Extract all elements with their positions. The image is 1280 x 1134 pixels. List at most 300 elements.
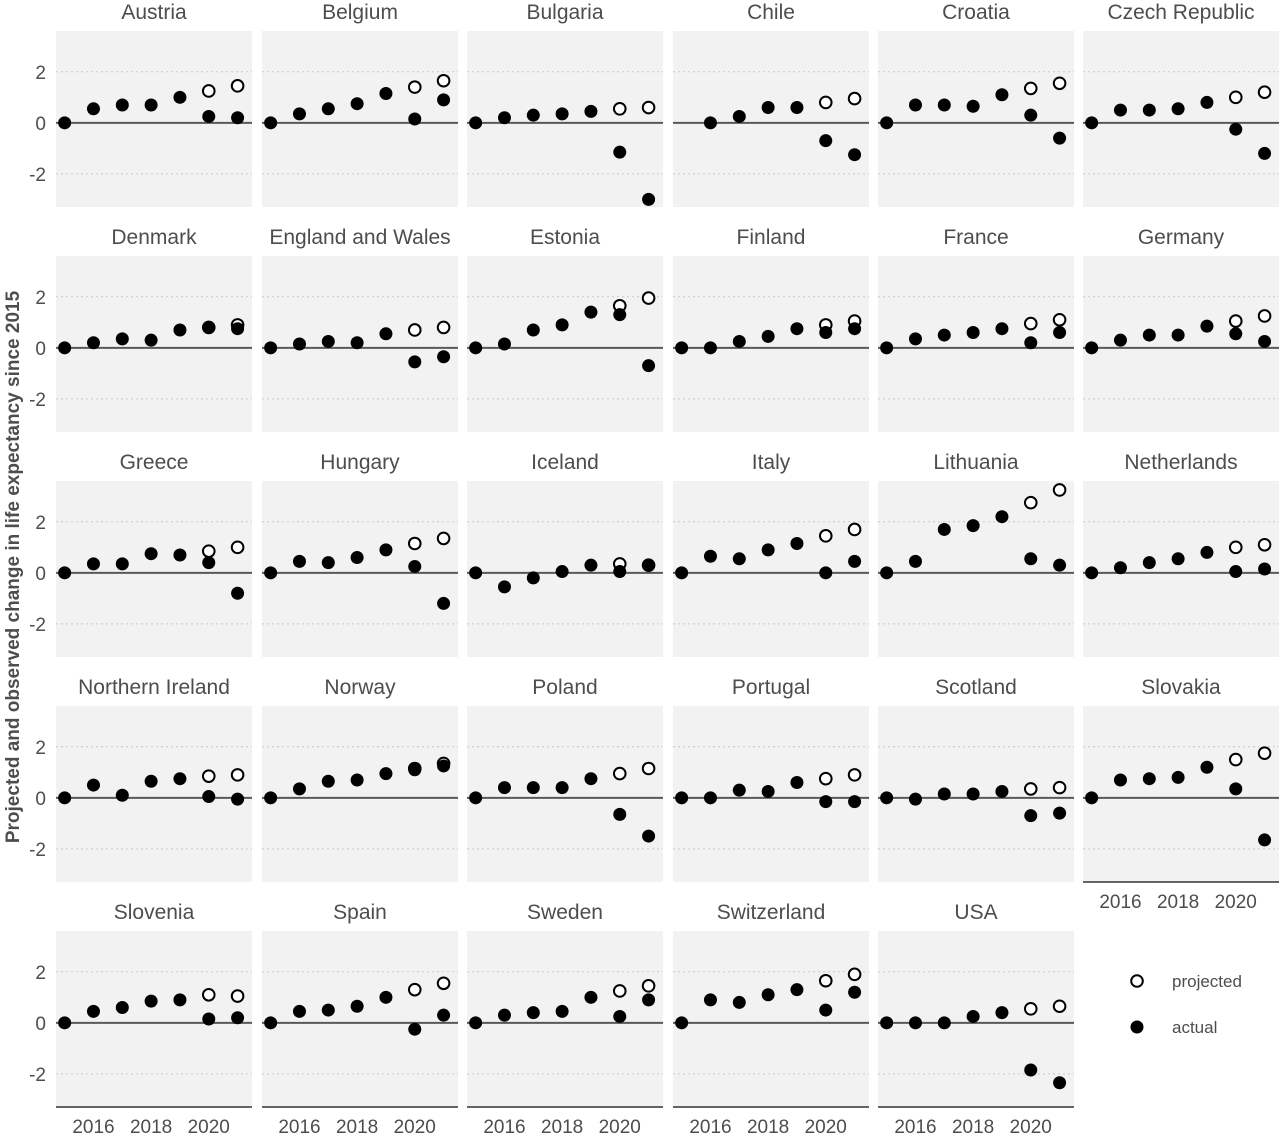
actual-point [642, 830, 655, 843]
panel-background [1083, 706, 1279, 882]
actual-point [556, 781, 569, 794]
legend [1131, 972, 1242, 1037]
actual-point [322, 556, 335, 569]
actual-point [733, 784, 746, 797]
actual-point [437, 350, 450, 363]
actual-point [498, 111, 511, 124]
actual-point [173, 993, 186, 1006]
actual-point [880, 341, 893, 354]
projected-point [1259, 86, 1271, 98]
actual-point [116, 789, 129, 802]
actual-point [1258, 147, 1271, 160]
actual-point [58, 1016, 71, 1029]
actual-point [379, 543, 392, 556]
actual-point [762, 543, 775, 556]
projected-point [1054, 1000, 1066, 1012]
actual-point [995, 510, 1008, 523]
actual-point [322, 335, 335, 348]
legend-actual-marker [1131, 1021, 1144, 1034]
actual-point [469, 1016, 482, 1029]
projected-point [643, 763, 655, 775]
panel-title-spain: Spain [333, 901, 387, 924]
actual-point [293, 338, 306, 351]
projected-point [203, 770, 215, 782]
panel-title-finland: Finland [736, 226, 806, 249]
actual-point [1200, 761, 1213, 774]
projected-point [614, 768, 626, 780]
panel-title-england-and-wales: England and Wales [269, 226, 451, 249]
actual-point [848, 555, 861, 568]
actual-point [556, 107, 569, 120]
actual-point [762, 101, 775, 114]
projected-point [1230, 315, 1242, 327]
actual-point [379, 991, 392, 1004]
y-tick-label: 0 [35, 1013, 46, 1035]
actual-point [58, 566, 71, 579]
actual-point [498, 580, 511, 593]
y-tick-label: -2 [29, 389, 46, 411]
panel-england-and-wales [262, 226, 458, 432]
panel-title-estonia: Estonia [529, 226, 601, 249]
projected-point [438, 533, 450, 545]
panel-background [56, 706, 252, 882]
panel-belgium [262, 1, 458, 207]
x-tick-label: 2018 [129, 1117, 173, 1134]
projected-point [1025, 783, 1037, 795]
actual-point [408, 763, 421, 776]
panel-title-lithuania: Lithuania [933, 451, 1019, 474]
actual-point [1200, 320, 1213, 333]
actual-point [704, 791, 717, 804]
actual-point [1053, 132, 1066, 145]
actual-point [584, 991, 597, 1004]
projected-point [1054, 77, 1066, 89]
y-tick-label: -2 [29, 839, 46, 861]
actual-point [322, 102, 335, 115]
actual-point [469, 566, 482, 579]
panel-background [467, 931, 663, 1107]
actual-point [704, 341, 717, 354]
actual-point [408, 1023, 421, 1036]
actual-point [527, 323, 540, 336]
actual-point [790, 322, 803, 335]
projected-point [1259, 310, 1271, 322]
x-tick-label: 2016 [894, 1117, 937, 1134]
actual-point [704, 550, 717, 563]
actual-point [351, 97, 364, 110]
y-tick-label: 0 [35, 113, 46, 135]
actual-point [995, 1006, 1008, 1019]
actual-point [173, 91, 186, 104]
panel-title-croatia: Croatia [942, 1, 1010, 24]
actual-point [967, 100, 980, 113]
actual-point [1085, 116, 1098, 129]
actual-point [1053, 807, 1066, 820]
panel-hungary [262, 451, 458, 657]
panel-chile [673, 1, 869, 207]
x-tick-label: 2018 [746, 1117, 790, 1134]
actual-point [202, 556, 215, 569]
actual-point [116, 332, 129, 345]
actual-point [1229, 327, 1242, 340]
panel-italy [673, 451, 869, 657]
actual-point [938, 1016, 951, 1029]
panel-sweden [467, 901, 663, 1134]
actual-point [437, 759, 450, 772]
panel-austria [29, 1, 252, 207]
actual-point [848, 795, 861, 808]
actual-point [880, 791, 893, 804]
actual-point [938, 788, 951, 801]
actual-point [613, 1010, 626, 1023]
actual-point [145, 98, 158, 111]
actual-point [87, 102, 100, 115]
actual-point [704, 116, 717, 129]
actual-point [995, 88, 1008, 101]
actual-point [379, 767, 392, 780]
projected-point [1230, 542, 1242, 554]
actual-point [733, 552, 746, 565]
actual-point [1143, 329, 1156, 342]
projected-point [232, 80, 244, 92]
actual-point [322, 1004, 335, 1017]
actual-point [613, 308, 626, 321]
panel-title-slovenia: Slovenia [113, 901, 195, 924]
panel-denmark [29, 226, 252, 432]
panel-title-chile: Chile [747, 1, 795, 24]
actual-point [293, 107, 306, 120]
actual-point [938, 98, 951, 111]
x-tick-label: 2020 [187, 1117, 230, 1134]
panel-background [467, 256, 663, 432]
panel-background [262, 706, 458, 882]
panel-title-bulgaria: Bulgaria [526, 1, 604, 24]
actual-point [642, 559, 655, 572]
projected-point [820, 530, 832, 542]
actual-point [469, 341, 482, 354]
projected-point [643, 292, 655, 304]
projected-point [820, 975, 832, 987]
panel-netherlands [1083, 451, 1279, 657]
actual-point [704, 993, 717, 1006]
panel-title-northern-ireland: Northern Ireland [78, 676, 230, 699]
actual-point [967, 788, 980, 801]
actual-point [642, 359, 655, 372]
projected-point [409, 81, 421, 93]
projected-point [643, 102, 655, 114]
x-tick-label: 2020 [598, 1117, 641, 1134]
actual-point [264, 116, 277, 129]
panel-background [673, 31, 869, 207]
panel-iceland [467, 451, 663, 657]
actual-point [1143, 556, 1156, 569]
y-tick-label: 0 [35, 338, 46, 360]
panel-bulgaria [467, 1, 663, 207]
actual-point [642, 993, 655, 1006]
actual-point [1024, 1064, 1037, 1077]
actual-point [642, 193, 655, 206]
panel-title-netherlands: Netherlands [1124, 451, 1238, 474]
actual-point [819, 795, 832, 808]
actual-point [231, 322, 244, 335]
facet-panels [29, 1, 1279, 1134]
actual-point [848, 148, 861, 161]
panel-background [878, 31, 1074, 207]
actual-point [87, 336, 100, 349]
projected-point [409, 984, 421, 996]
y-tick-label: 2 [35, 62, 46, 84]
x-tick-label: 2020 [1214, 892, 1257, 913]
actual-point [1200, 546, 1213, 559]
panel-germany [1083, 226, 1279, 432]
actual-point [264, 341, 277, 354]
actual-point [231, 587, 244, 600]
projected-point [820, 773, 832, 785]
panel-poland [467, 676, 663, 882]
actual-point [995, 785, 1008, 798]
y-tick-label: 2 [35, 287, 46, 309]
actual-point [1024, 809, 1037, 822]
actual-point [1114, 104, 1127, 117]
actual-point [909, 98, 922, 111]
actual-point [675, 791, 688, 804]
panel-background [1083, 481, 1279, 657]
actual-point [613, 146, 626, 159]
panel-title-austria: Austria [121, 1, 187, 24]
projected-point [820, 97, 832, 109]
actual-point [469, 791, 482, 804]
actual-point [408, 560, 421, 573]
actual-point [1229, 782, 1242, 795]
panel-title-france: France [943, 226, 1009, 249]
actual-point [1172, 329, 1185, 342]
projected-point [614, 985, 626, 997]
projected-point [1054, 782, 1066, 794]
actual-point [819, 134, 832, 147]
actual-point [173, 323, 186, 336]
panel-background [56, 931, 252, 1107]
actual-point [145, 547, 158, 560]
panel-title-iceland: Iceland [531, 451, 599, 474]
x-tick-label: 2016 [72, 1117, 115, 1134]
actual-point [231, 793, 244, 806]
actual-point [264, 566, 277, 579]
projected-point [1259, 747, 1271, 759]
actual-point [87, 557, 100, 570]
actual-point [584, 306, 597, 319]
panel-title-usa: USA [954, 901, 998, 924]
actual-point [790, 101, 803, 114]
actual-point [848, 322, 861, 335]
actual-point [675, 341, 688, 354]
actual-point [584, 559, 597, 572]
actual-point [437, 1009, 450, 1022]
panel-title-scotland: Scotland [935, 676, 1017, 699]
panel-title-switzerland: Switzerland [716, 901, 826, 924]
actual-point [762, 330, 775, 343]
actual-point [1114, 561, 1127, 574]
x-tick-label: 2020 [804, 1117, 847, 1134]
actual-point [909, 555, 922, 568]
projected-point [203, 545, 215, 557]
actual-point [1085, 791, 1098, 804]
actual-point [1229, 565, 1242, 578]
projected-point [203, 989, 215, 1001]
actual-point [556, 565, 569, 578]
actual-point [1024, 552, 1037, 565]
actual-point [1053, 326, 1066, 339]
actual-point [116, 557, 129, 570]
projected-point [1054, 484, 1066, 496]
projected-point [203, 85, 215, 97]
actual-point [469, 116, 482, 129]
actual-point [613, 808, 626, 821]
projected-point [232, 542, 244, 554]
panel-title-poland: Poland [532, 676, 598, 699]
actual-point [938, 523, 951, 536]
y-tick-label: -2 [29, 614, 46, 636]
projected-point [232, 990, 244, 1002]
x-tick-label: 2016 [483, 1117, 526, 1134]
actual-point [880, 116, 893, 129]
actual-point [1143, 104, 1156, 117]
panel-title-czech-republic: Czech Republic [1107, 1, 1255, 24]
x-tick-label: 2018 [540, 1117, 584, 1134]
actual-point [498, 1009, 511, 1022]
panel-background [262, 931, 458, 1107]
panel-background [56, 31, 252, 207]
actual-point [967, 1010, 980, 1023]
projected-point [849, 969, 861, 981]
projected-point [232, 769, 244, 781]
panel-background [56, 481, 252, 657]
panel-background [673, 481, 869, 657]
projected-point [1025, 318, 1037, 330]
x-tick-label: 2016 [278, 1117, 321, 1134]
actual-point [264, 791, 277, 804]
actual-point [202, 1013, 215, 1026]
actual-point [202, 790, 215, 803]
panel-croatia [878, 1, 1074, 207]
actual-point [848, 986, 861, 999]
actual-point [1258, 833, 1271, 846]
actual-point [498, 338, 511, 351]
x-tick-label: 2018 [1156, 892, 1200, 913]
projected-point [1025, 83, 1037, 95]
actual-point [379, 87, 392, 100]
panel-background [262, 481, 458, 657]
actual-point [762, 988, 775, 1001]
panel-switzerland [673, 901, 869, 1134]
projected-point [849, 524, 861, 536]
actual-point [1114, 334, 1127, 347]
projected-point [1025, 497, 1037, 509]
panel-scotland [878, 676, 1074, 882]
projected-point [438, 75, 450, 87]
actual-point [733, 110, 746, 123]
actual-point [379, 327, 392, 340]
actual-point [1085, 566, 1098, 579]
actual-point [145, 775, 158, 788]
panel-portugal [673, 676, 869, 882]
actual-point [675, 566, 688, 579]
actual-point [173, 772, 186, 785]
actual-point [967, 326, 980, 339]
y-tick-label: -2 [29, 1064, 46, 1086]
actual-point [527, 109, 540, 122]
actual-point [322, 775, 335, 788]
projected-point [1230, 92, 1242, 104]
actual-point [938, 329, 951, 342]
actual-point [1172, 102, 1185, 115]
actual-point [733, 335, 746, 348]
actual-point [790, 983, 803, 996]
actual-point [967, 519, 980, 532]
projected-point [1025, 1003, 1037, 1015]
projected-point [849, 93, 861, 105]
panel-title-hungary: Hungary [320, 451, 400, 474]
actual-point [762, 785, 775, 798]
panel-spain [262, 901, 458, 1134]
actual-point [1229, 123, 1242, 136]
panel-background [673, 256, 869, 432]
actual-point [1258, 335, 1271, 348]
actual-point [87, 1005, 100, 1018]
panel-title-sweden: Sweden [527, 901, 603, 924]
actual-point [819, 1004, 832, 1017]
panel-background [467, 706, 663, 882]
panel-lithuania [878, 451, 1074, 657]
actual-point [498, 781, 511, 794]
actual-point [1114, 773, 1127, 786]
actual-point [116, 1001, 129, 1014]
actual-point [145, 334, 158, 347]
panel-slovenia [29, 901, 252, 1134]
actual-point [1024, 109, 1037, 122]
actual-point [819, 326, 832, 339]
actual-point [202, 110, 215, 123]
panel-background [673, 931, 869, 1107]
actual-point [58, 116, 71, 129]
panel-background [262, 31, 458, 207]
panel-title-slovakia: Slovakia [1141, 676, 1221, 699]
actual-point [116, 98, 129, 111]
actual-point [880, 1016, 893, 1029]
x-tick-label: 2016 [689, 1117, 732, 1134]
actual-point [556, 1005, 569, 1018]
panel-title-norway: Norway [324, 676, 396, 699]
actual-point [351, 773, 364, 786]
x-tick-label: 2020 [1009, 1117, 1052, 1134]
actual-point [556, 318, 569, 331]
actual-point [351, 551, 364, 564]
actual-point [1200, 96, 1213, 109]
projected-point [409, 538, 421, 550]
actual-point [1085, 341, 1098, 354]
actual-point [293, 782, 306, 795]
actual-point [584, 105, 597, 118]
panel-france [878, 226, 1074, 432]
projected-point [1230, 754, 1242, 766]
panel-title-portugal: Portugal [731, 676, 811, 699]
projected-point [438, 322, 450, 334]
projected-point [1259, 539, 1271, 551]
projected-point [614, 103, 626, 115]
panel-background [878, 481, 1074, 657]
y-tick-label: 0 [35, 788, 46, 810]
y-tick-label: 0 [35, 563, 46, 585]
actual-point [408, 113, 421, 126]
